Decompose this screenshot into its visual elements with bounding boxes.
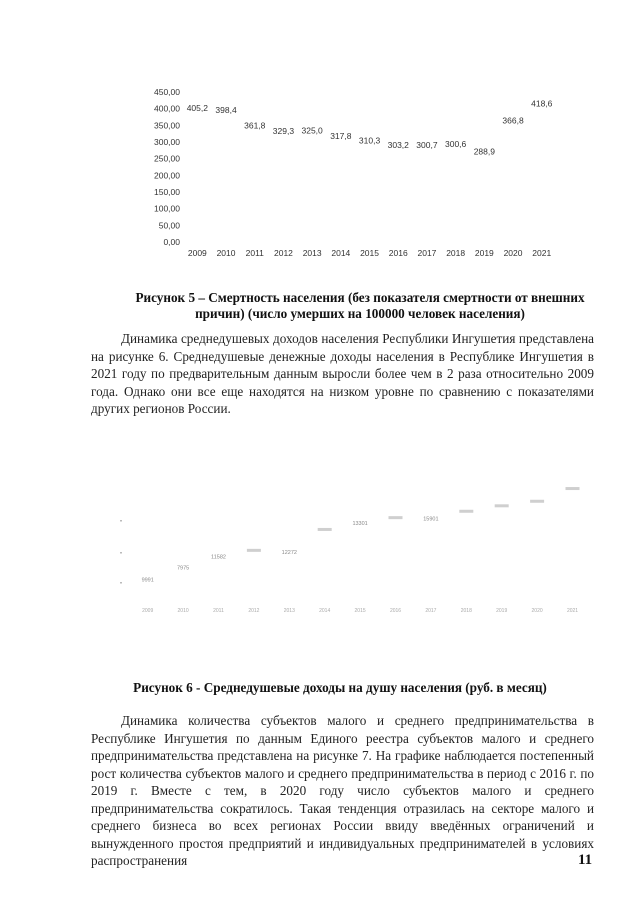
data-label: 398,4 xyxy=(215,105,237,116)
faint-data-label xyxy=(318,528,332,531)
y-tick-label: 0,00 xyxy=(163,237,180,247)
y-tick-label: 300,00 xyxy=(154,137,180,147)
mortality-chart xyxy=(130,80,570,270)
x-tick-label: 2019 xyxy=(474,248,494,258)
figure-6-caption: Рисунок 6 - Среднедушевые доходы на душу населения (руб. в месяц) xyxy=(133,680,547,695)
faint-data-label xyxy=(495,504,509,507)
data-label: 405,2 xyxy=(186,102,208,113)
data-label: 361,8 xyxy=(244,120,266,131)
x-tick-label: 2017 xyxy=(425,608,437,614)
data-label: 366,8 xyxy=(502,115,524,126)
x-tick-label: 2016 xyxy=(389,608,402,614)
y-tick-label: 100,00 xyxy=(154,203,180,214)
x-tick-label: 2015 xyxy=(354,608,366,614)
data-label: 329,3 xyxy=(272,126,295,137)
x-tick-label: 2021 xyxy=(566,608,579,614)
x-tick-label: 2015 xyxy=(360,248,380,258)
x-tick-label: 2019 xyxy=(496,608,508,614)
x-tick-label: 2010 xyxy=(216,248,236,258)
y-tick-label: 200,00 xyxy=(154,170,180,181)
x-tick-label: 2020 xyxy=(503,248,523,258)
x-tick-label: 2016 xyxy=(388,248,408,258)
x-tick-label: 2018 xyxy=(446,248,466,258)
income-chart xyxy=(110,480,600,620)
faint-data-label xyxy=(247,549,261,552)
x-tick-label: 2014 xyxy=(331,248,351,258)
x-tick-label: 2014 xyxy=(319,608,331,614)
y-tick-label: 250,00 xyxy=(154,153,180,164)
faint-data-label xyxy=(389,516,403,519)
x-tick-label: 2010 xyxy=(177,608,189,614)
y-tick-label: 450,00 xyxy=(154,87,180,97)
axis-tick xyxy=(120,582,122,584)
paragraph-sme-dynamics: Динамика количества субъектов малого и среднего предпринимательства в Республике Ингушетия по данным Единого реестра субъектов малого и среднего предпринимательства представлена на рисунке 7. На графике наблюдается постепенный рост количества субъектов малого и среднего предпринимательства в период с 2016 г. по 2019 г. Вместе с тем, в 2020 году число субъектов малого и среднего предпринимательства сократилось. Такая тенденция отразилась на секторе малого и среднего бизнеса во всех регионах России ввиду введённых ограничений и вынужденного простоя предприятий и индивидуальных предпринимателей в условиях распространения xyxy=(91,713,594,868)
x-tick-label: 2013 xyxy=(302,248,322,258)
data-label: 300,7 xyxy=(416,139,438,150)
axis-tick xyxy=(120,520,122,522)
data-label: 310,3 xyxy=(358,135,381,146)
y-tick-label: 400,00 xyxy=(154,103,180,114)
figure-5-caption xyxy=(130,290,590,322)
x-tick-label: 2021 xyxy=(532,248,552,258)
x-tick-label: 2011 xyxy=(245,248,264,258)
data-label: 15901 xyxy=(423,516,439,523)
x-tick-label: 2017 xyxy=(417,248,437,258)
data-label: 288,9 xyxy=(473,146,495,157)
x-tick-label: 2009 xyxy=(187,248,207,258)
data-label: 7975 xyxy=(176,565,190,572)
data-label: 325,0 xyxy=(301,125,323,136)
x-tick-label: 2018 xyxy=(460,608,472,614)
x-tick-label: 2013 xyxy=(283,608,295,614)
data-label: 418,6 xyxy=(531,98,553,109)
y-tick-label: 150,00 xyxy=(154,187,180,197)
faint-data-label xyxy=(566,487,580,490)
figure-5-caption-line2: причин) (число умерших на 100000 человек населения) xyxy=(195,306,525,321)
data-label: 12272 xyxy=(281,550,297,557)
data-label: 9991 xyxy=(141,577,154,584)
x-tick-label: 2020 xyxy=(531,608,543,614)
y-tick-label: 350,00 xyxy=(154,120,180,131)
y-tick-label: 50,00 xyxy=(158,220,180,231)
x-tick-label: 2012 xyxy=(273,248,293,258)
data-label: 11582 xyxy=(211,554,226,561)
data-label: 13301 xyxy=(352,521,368,528)
page-number: 11 xyxy=(578,852,593,868)
faint-data-label xyxy=(459,510,473,513)
axis-tick xyxy=(120,552,122,554)
paragraph-income-dynamics: Динамика среднедушевых доходов населения Республики Ингушетия представлена на рисунке 6. Среднедушевые денежные доходы населения в Республике Ингушетия в 2021 году по предварительным данным выросли более чем в 2 раза относительно 2009 года. Однако они все еще находятся на низком уровне по сравнению с показателями других регионов России. xyxy=(91,331,594,416)
x-tick-label: 2009 xyxy=(142,608,154,614)
faint-data-label xyxy=(530,500,544,503)
x-tick-label: 2012 xyxy=(248,608,260,614)
x-tick-label: 2011 xyxy=(213,608,224,614)
figure-5-caption-line1: Рисунок 5 – Смертность населения (без показателя смертности от внешних xyxy=(135,290,585,305)
data-label: 300,6 xyxy=(445,138,467,149)
data-label: 317,8 xyxy=(330,131,352,142)
data-label: 303,2 xyxy=(387,139,409,150)
